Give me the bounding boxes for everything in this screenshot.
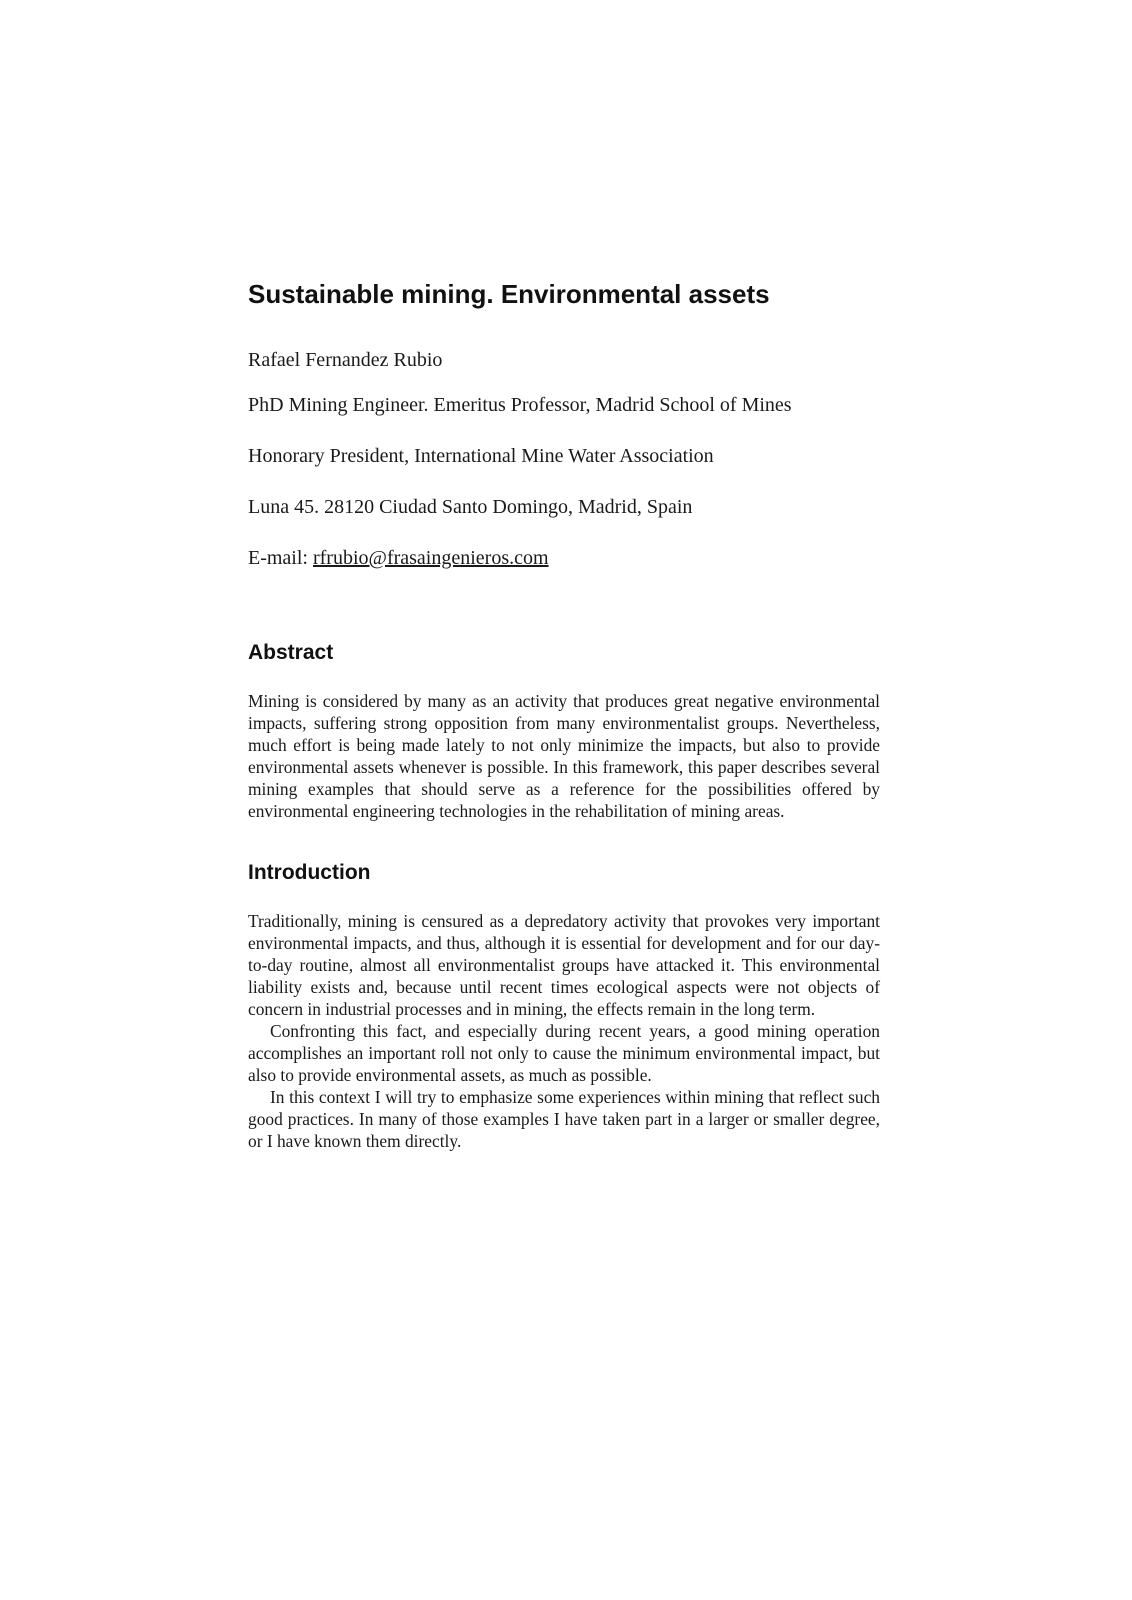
abstract-text: Mining is considered by many as an activity that produces great negative environmental impacts, suffering strong opposition from many environmentalist groups. Nevertheless, much effort is being made lately to not only minimize the impacts, but also to provide environmental assets whenever is possible. In this framework, this paper describes several mining examples that should serve as a reference for the possibilities offered by environmental engineering technologies in the rehabilitation of mining areas. (248, 691, 880, 821)
email-link[interactable]: rfrubio@frasaingenieros.com (312, 547, 549, 569)
introduction-paragraph-1: Traditionally, mining is censured as a depredatory activity that provokes very important environmental impacts, and thus, although it is essential for development and for our day-to-day routine, almost all environmentalist groups have attacked it. This environmental liability exists and, because until recent times ecological aspects were not objects of concern in industrial processes and in mining, the effects remain in the long term. (248, 911, 880, 1019)
paper-page (248, 278, 880, 1152)
author-email-line (248, 546, 880, 570)
email-label: E-mail: (248, 547, 313, 569)
author-block (248, 348, 880, 570)
introduction-paragraph-2: Confronting this fact, and especially during recent years, a good mining operation accomplishes an important roll not only to cause the minimum environmental impact, but also to provide environmental assets, as much as possible. (248, 1021, 880, 1085)
author-address: Luna 45. 28120 Ciudad Santo Domingo, Madrid, Spain (248, 496, 693, 518)
author-affiliation-1: PhD Mining Engineer. Emeritus Professor, Madrid School of Mines (248, 394, 792, 416)
introduction-paragraph-3: In this context I will try to emphasize some experiences within mining that reflect such good practices. In many of those examples I have taken part in a larger or smaller degree, or I have known them directly. (248, 1087, 880, 1151)
abstract-heading: Abstract (248, 641, 334, 664)
introduction-heading: Introduction (248, 861, 371, 884)
author-affiliation-2: Honorary President, International Mine Water Association (248, 445, 714, 467)
author-name: Rafael Fernandez Rubio (248, 349, 443, 371)
paper-title: Sustainable mining. Environmental assets (248, 279, 770, 309)
